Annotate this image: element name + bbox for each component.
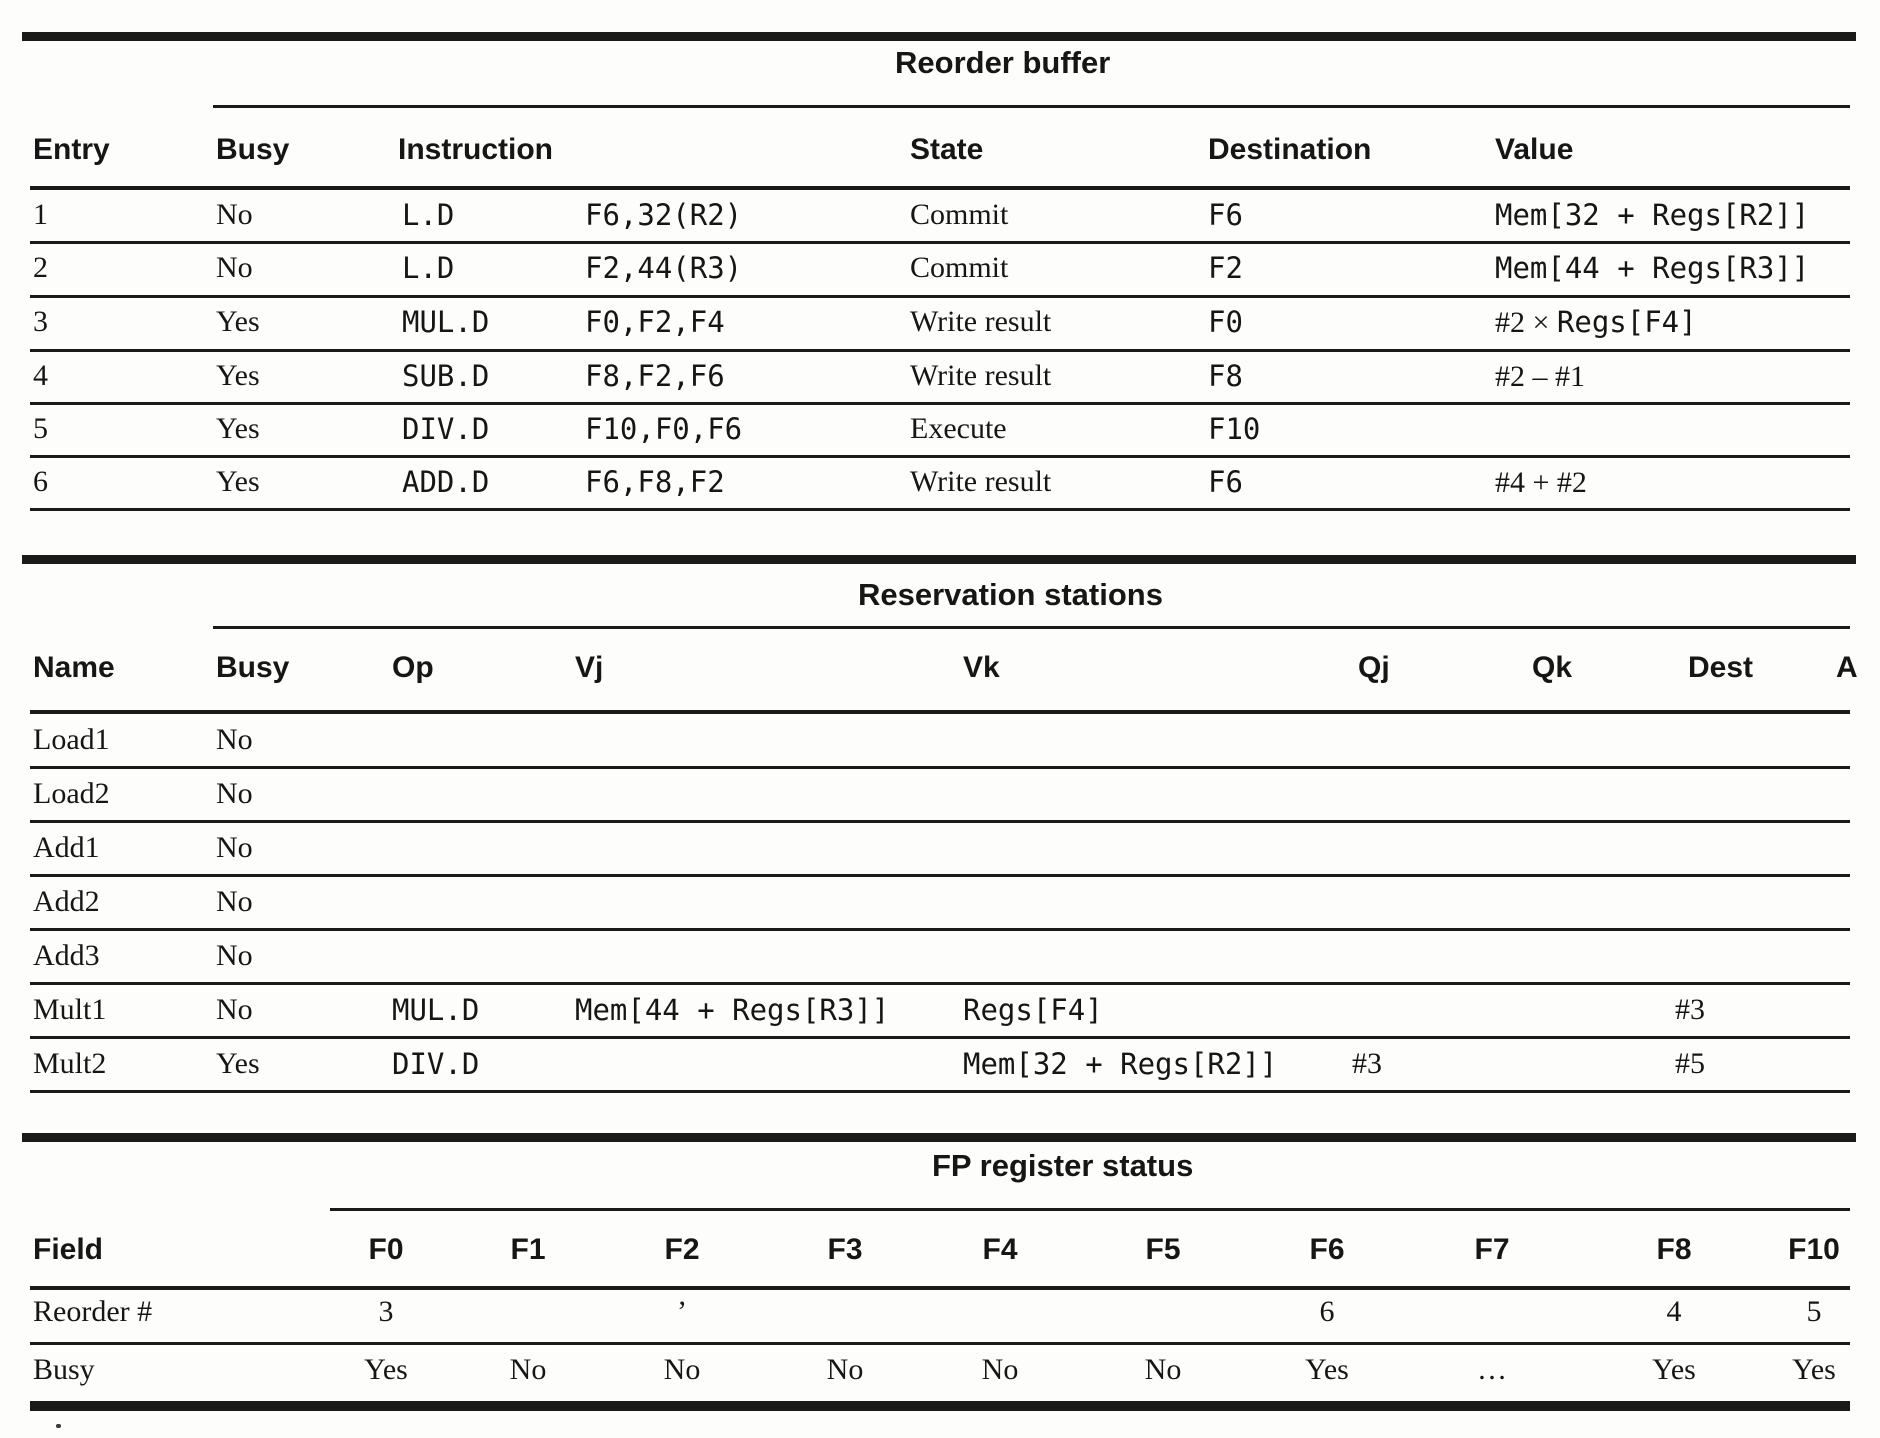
- fp-header-f0: F0: [368, 1233, 404, 1266]
- rob-cell-busy: No: [216, 198, 253, 231]
- rs-cell-busy: No: [216, 993, 253, 1026]
- rob-cell-busy: Yes: [216, 359, 260, 392]
- fp-cell-value: No: [826, 1353, 864, 1386]
- rob-cell-value: [1495, 251, 1809, 291]
- fp-cell-value: Yes: [1792, 1353, 1836, 1386]
- rule: [213, 626, 1850, 629]
- rob-cell-destination: F10: [1208, 412, 1261, 446]
- rule: [30, 349, 1850, 352]
- rs-cell-name: Add2: [33, 885, 100, 918]
- fp-cell-value: No: [663, 1353, 701, 1386]
- fp-cell-value: No: [1144, 1353, 1182, 1386]
- fp-header-field: Field: [33, 1233, 104, 1266]
- fp-cell-value: No: [981, 1353, 1019, 1386]
- table-row: [0, 723, 1880, 757]
- rs-cell-busy: No: [216, 723, 253, 756]
- rob-cell-busy: Yes: [216, 305, 260, 338]
- rule: [30, 928, 1850, 931]
- fp-header-f8: F8: [1656, 1233, 1692, 1266]
- rs-cell-qj: #3: [1352, 1047, 1382, 1080]
- rule: [30, 982, 1850, 985]
- rob-header-destination: Destination: [1208, 133, 1372, 166]
- rob-cell-entry: 4: [33, 359, 48, 392]
- table-row: [0, 465, 1880, 499]
- table-row: [0, 412, 1880, 446]
- rob-cell-value: [1495, 359, 1585, 399]
- rs-header-vj: Vj: [575, 651, 604, 684]
- rs-cell-busy: No: [216, 831, 253, 864]
- rob-cell-busy: Yes: [216, 465, 260, 498]
- rs-cell-op: MUL.D: [392, 993, 480, 1027]
- rob-cell-state: Commit: [910, 251, 1009, 284]
- rule: [30, 402, 1850, 405]
- rob-cell-state: Commit: [910, 198, 1009, 231]
- rs-header-name: Name: [33, 651, 115, 684]
- rule: [30, 508, 1850, 511]
- rule: [22, 32, 1856, 41]
- rob-cell-destination: F8: [1208, 359, 1243, 393]
- rob-cell-destination: F0: [1208, 305, 1243, 339]
- rs-header-qj: Qj: [1358, 651, 1390, 684]
- value-text: #4 + #2: [1495, 466, 1587, 499]
- table-row: [0, 1047, 1880, 1081]
- rs-cell-dest: #5: [1675, 1047, 1705, 1080]
- fp-cell-value: Yes: [364, 1353, 408, 1386]
- rob-cell-operands: F8,F2,F6: [585, 359, 725, 393]
- table-row: [0, 359, 1880, 393]
- rs-cell-name: Mult2: [33, 1047, 107, 1080]
- rs-header-qk: Qk: [1532, 651, 1573, 684]
- fp-cell-value: Yes: [1305, 1353, 1349, 1386]
- rs-cell-name: Mult1: [33, 993, 107, 1026]
- table-row: [0, 993, 1880, 1027]
- fp-header-row: [0, 1233, 1880, 1267]
- fp-cell-value: 4: [1666, 1295, 1682, 1328]
- rs-cell-op: DIV.D: [392, 1047, 480, 1081]
- rs-cell-vj: Mem[44 + Regs[R3]]: [575, 993, 890, 1027]
- rs-cell-busy: No: [216, 885, 253, 918]
- rule: [30, 295, 1850, 298]
- rs-header-op: Op: [392, 651, 434, 684]
- fp-cell-value: No: [509, 1353, 547, 1386]
- table-title: FP register status: [932, 1148, 1194, 1183]
- table-row: [0, 198, 1880, 232]
- rule: [330, 1208, 1850, 1211]
- rs-cell-busy: Yes: [216, 1047, 260, 1080]
- rs-cell-busy: No: [216, 777, 253, 810]
- rob-cell-state: Execute: [910, 412, 1007, 445]
- rob-header-busy: Busy: [216, 133, 290, 166]
- rule: [30, 455, 1850, 458]
- rule: [22, 1133, 1856, 1142]
- rob-cell-op: ADD.D: [402, 465, 490, 499]
- rob-cell-state: Write result: [910, 305, 1052, 338]
- rob-cell-busy: No: [216, 251, 253, 284]
- fp-cell-value: ’: [677, 1295, 687, 1328]
- rule: [30, 710, 1850, 714]
- rs-header-a: A: [1836, 651, 1858, 684]
- fp-header-f5: F5: [1145, 1233, 1181, 1266]
- fp-cell-value: 3: [378, 1295, 394, 1328]
- fp-header-f6: F6: [1309, 1233, 1345, 1266]
- rob-cell-operands: F10,F0,F6: [585, 412, 743, 446]
- rob-cell-entry: 5: [33, 412, 48, 445]
- rs-cell-vk: Mem[32 + Regs[R2]]: [963, 1047, 1278, 1081]
- rob-cell-state: Write result: [910, 359, 1052, 392]
- rob-cell-value: [1495, 198, 1809, 238]
- rob-cell-destination: F2: [1208, 251, 1243, 285]
- rob-cell-op: L.D: [402, 251, 455, 285]
- rob-cell-operands: F6,32(R2): [585, 198, 743, 232]
- rob-cell-destination: F6: [1208, 198, 1243, 232]
- rule: [30, 1036, 1850, 1039]
- rob-cell-op: SUB.D: [402, 359, 490, 393]
- rob-cell-entry: 3: [33, 305, 48, 338]
- rule: [30, 186, 1850, 190]
- fp-cell-value: 5: [1806, 1295, 1822, 1328]
- rs-cell-dest: #3: [1675, 993, 1705, 1026]
- rule: [30, 820, 1850, 823]
- table-row: [0, 777, 1880, 811]
- rule: [30, 1401, 1850, 1411]
- rob-cell-operands: F2,44(R3): [585, 251, 743, 285]
- table-row: [0, 1295, 1880, 1329]
- rule: [30, 1090, 1850, 1093]
- rob-cell-op: MUL.D: [402, 305, 490, 339]
- rob-cell-operands: F6,F8,F2: [585, 465, 725, 499]
- value-text: #2 ×: [1495, 306, 1557, 339]
- rob-cell-value: [1495, 465, 1587, 505]
- fp-cell-value: Yes: [1652, 1353, 1696, 1386]
- rob-cell-op: L.D: [402, 198, 455, 232]
- fp-header-f1: F1: [510, 1233, 546, 1266]
- rob-cell-entry: 2: [33, 251, 48, 284]
- rob-header-row: [0, 133, 1880, 167]
- rs-cell-vk: Regs[F4]: [963, 993, 1103, 1027]
- value-code: Mem[32 + Regs[R2]]: [1495, 198, 1810, 232]
- scan-artifact-dot: [56, 1424, 61, 1428]
- value-code: Mem[44 + Regs[R3]]: [1495, 251, 1810, 285]
- value-code: Regs[F4]: [1556, 305, 1697, 339]
- table-row: [0, 885, 1880, 919]
- fp-cell-value: …: [1477, 1353, 1507, 1386]
- value-text: #2 – #1: [1495, 360, 1585, 393]
- rule: [22, 555, 1856, 564]
- fp-header-f10: F10: [1788, 1233, 1840, 1266]
- rule: [30, 241, 1850, 244]
- rob-header-entry: Entry: [33, 133, 110, 166]
- table-row: [0, 1353, 1880, 1387]
- rob-header-value: Value: [1495, 133, 1574, 166]
- fp-header-f3: F3: [827, 1233, 863, 1266]
- table-title: Reservation stations: [858, 577, 1163, 612]
- rs-cell-name: Load1: [33, 723, 110, 756]
- table-row: [0, 305, 1880, 339]
- rs-cell-name: Add3: [33, 939, 100, 972]
- rob-header-instruction: Instruction: [398, 133, 553, 166]
- rule: [30, 766, 1850, 769]
- rs-header-busy: Busy: [216, 651, 290, 684]
- table-row: [0, 939, 1880, 973]
- fp-header-f7: F7: [1474, 1233, 1510, 1266]
- fp-cell-field: Busy: [33, 1353, 95, 1386]
- rob-cell-state: Write result: [910, 465, 1052, 498]
- rob-cell-destination: F6: [1208, 465, 1243, 499]
- rs-cell-name: Add1: [33, 831, 100, 864]
- table-row: [0, 251, 1880, 285]
- rule: [30, 1286, 1850, 1290]
- table-title: Reorder buffer: [895, 45, 1111, 80]
- rs-cell-busy: No: [216, 939, 253, 972]
- rob-cell-entry: 1: [33, 198, 48, 231]
- rob-cell-busy: Yes: [216, 412, 260, 445]
- fp-header-f2: F2: [664, 1233, 700, 1266]
- rob-cell-op: DIV.D: [402, 412, 490, 446]
- rule: [30, 1342, 1850, 1345]
- rs-header-row: [0, 651, 1880, 685]
- rule: [213, 105, 1850, 108]
- table-row: [0, 831, 1880, 865]
- rule: [30, 874, 1850, 877]
- rob-cell-value: [1495, 305, 1697, 345]
- rs-header-dest: Dest: [1688, 651, 1754, 684]
- rs-cell-name: Load2: [33, 777, 110, 810]
- rs-header-vk: Vk: [963, 651, 1000, 684]
- fp-cell-value: 6: [1319, 1295, 1335, 1328]
- rob-header-state: State: [910, 133, 984, 166]
- fp-cell-field: Reorder #: [33, 1295, 153, 1328]
- rob-cell-entry: 6: [33, 465, 48, 498]
- fp-header-f4: F4: [982, 1233, 1018, 1266]
- rob-cell-operands: F0,F2,F4: [585, 305, 725, 339]
